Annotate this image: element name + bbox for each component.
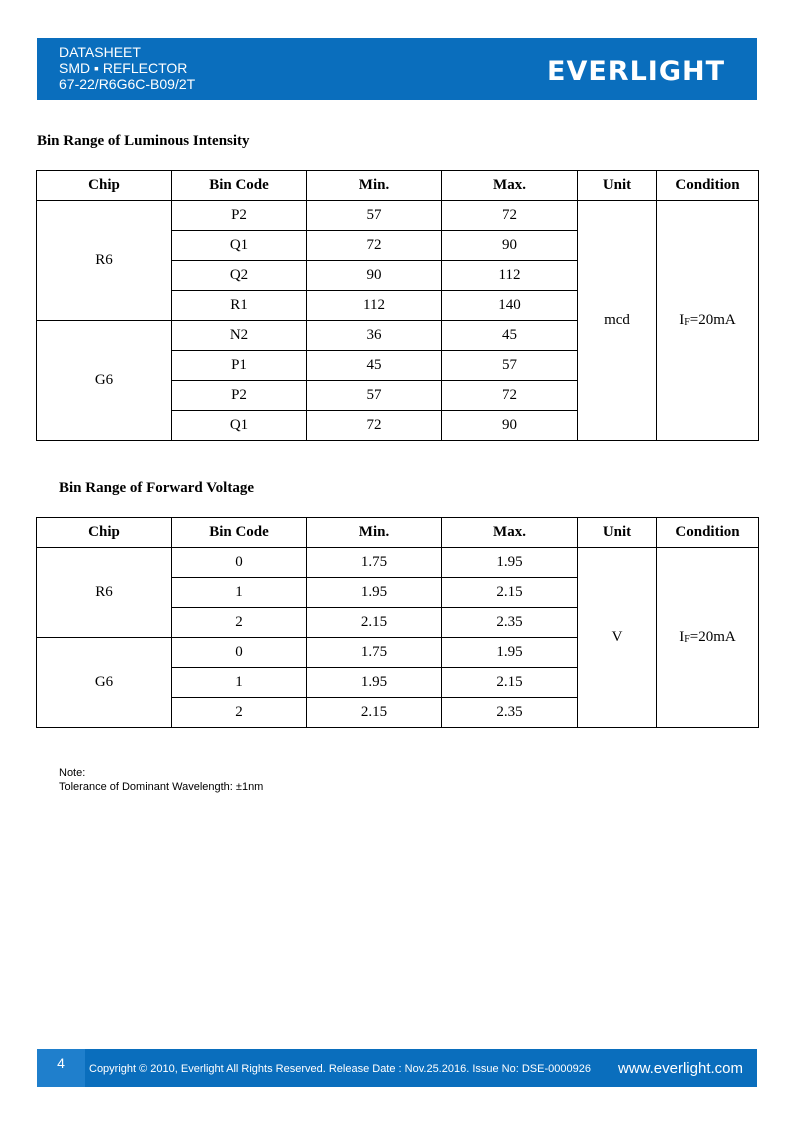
bin-cell: P2 <box>172 381 307 411</box>
condition-cell <box>657 548 759 728</box>
bin-cell: 2 <box>172 698 307 728</box>
bin-cell: Q1 <box>172 411 307 441</box>
header-band <box>37 38 757 100</box>
column-header: Chip <box>37 518 172 548</box>
column-header: Max. <box>442 518 578 548</box>
table-row <box>37 548 759 578</box>
max-cell: 1.95 <box>442 548 578 578</box>
bin-cell: Q2 <box>172 261 307 291</box>
part-number: 67-22/R6G6C-B09/2T <box>59 76 196 92</box>
logo-text: EVERLIGHT <box>547 56 726 86</box>
max-cell: 112 <box>442 261 578 291</box>
chip-cell: G6 <box>37 321 172 441</box>
max-cell: 140 <box>442 291 578 321</box>
unit-cell: mcd <box>578 201 657 441</box>
max-cell: 2.35 <box>442 608 578 638</box>
min-cell: 57 <box>307 381 442 411</box>
column-header: Chip <box>37 171 172 201</box>
bin-cell: N2 <box>172 321 307 351</box>
max-cell: 57 <box>442 351 578 381</box>
max-cell: 72 <box>442 381 578 411</box>
bin-cell: 0 <box>172 548 307 578</box>
note <box>59 766 263 794</box>
chip-cell: R6 <box>37 201 172 321</box>
max-cell: 2.15 <box>442 578 578 608</box>
min-cell: 112 <box>307 291 442 321</box>
copyright: Copyright © 2010, Everlight All Rights Reserved. Release Date : Nov.25.2016. Issue No: DSE-0000926 <box>89 1063 591 1075</box>
column-header: Bin Code <box>172 518 307 548</box>
chip-cell: R6 <box>37 548 172 638</box>
note-label: Note: <box>59 767 86 779</box>
min-cell: 57 <box>307 201 442 231</box>
max-cell: 72 <box>442 201 578 231</box>
table-header-row <box>37 171 759 201</box>
condition-cell <box>657 201 759 441</box>
bin-cell: P2 <box>172 201 307 231</box>
condition-symbol: I <box>679 629 685 645</box>
luminous-title: Bin Range of Luminous Intensity <box>37 133 250 149</box>
max-cell: 2.35 <box>442 698 578 728</box>
doc-type: DATASHEET <box>59 44 141 60</box>
column-header: Max. <box>442 171 578 201</box>
column-header: Unit <box>578 518 657 548</box>
bin-cell: 1 <box>172 668 307 698</box>
min-cell: 45 <box>307 351 442 381</box>
column-header: Min. <box>307 518 442 548</box>
luminous-table <box>36 170 759 441</box>
max-cell: 2.15 <box>442 668 578 698</box>
min-cell: 2.15 <box>307 698 442 728</box>
voltage-table <box>36 517 759 728</box>
min-cell: 72 <box>307 411 442 441</box>
bin-cell: R1 <box>172 291 307 321</box>
page-number: 4 <box>37 1049 85 1087</box>
column-header: Condition <box>657 171 759 201</box>
product-category: SMD ▪ REFLECTOR <box>59 60 188 76</box>
min-cell: 1.75 <box>307 548 442 578</box>
max-cell: 90 <box>442 411 578 441</box>
max-cell: 1.95 <box>442 638 578 668</box>
bin-cell: P1 <box>172 351 307 381</box>
bin-cell: 1 <box>172 578 307 608</box>
min-cell: 1.75 <box>307 638 442 668</box>
bin-cell: 0 <box>172 638 307 668</box>
min-cell: 72 <box>307 231 442 261</box>
max-cell: 90 <box>442 231 578 261</box>
condition-subscript: F <box>684 317 690 328</box>
header-info <box>59 44 195 92</box>
note-text: Tolerance of Dominant Wavelength: ±1nm <box>59 781 264 793</box>
condition-value: =20mA <box>689 629 736 645</box>
min-cell: 36 <box>307 321 442 351</box>
max-cell: 45 <box>442 321 578 351</box>
chip-cell: G6 <box>37 638 172 728</box>
unit-cell: V <box>578 548 657 728</box>
min-cell: 1.95 <box>307 668 442 698</box>
column-header: Condition <box>657 518 759 548</box>
condition-value: =20mA <box>689 312 736 328</box>
condition-symbol: I <box>679 312 685 328</box>
condition-subscript: F <box>684 634 690 645</box>
bin-cell: 2 <box>172 608 307 638</box>
voltage-title: Bin Range of Forward Voltage <box>59 480 254 496</box>
min-cell: 1.95 <box>307 578 442 608</box>
min-cell: 2.15 <box>307 608 442 638</box>
column-header: Min. <box>307 171 442 201</box>
everlight-logo <box>547 52 735 86</box>
footer-band <box>37 1049 757 1087</box>
table-header-row <box>37 518 759 548</box>
column-header: Unit <box>578 171 657 201</box>
table-row <box>37 201 759 231</box>
column-header: Bin Code <box>172 171 307 201</box>
min-cell: 90 <box>307 261 442 291</box>
website-link[interactable]: www.everlight.com <box>617 1060 743 1077</box>
bin-cell: Q1 <box>172 231 307 261</box>
